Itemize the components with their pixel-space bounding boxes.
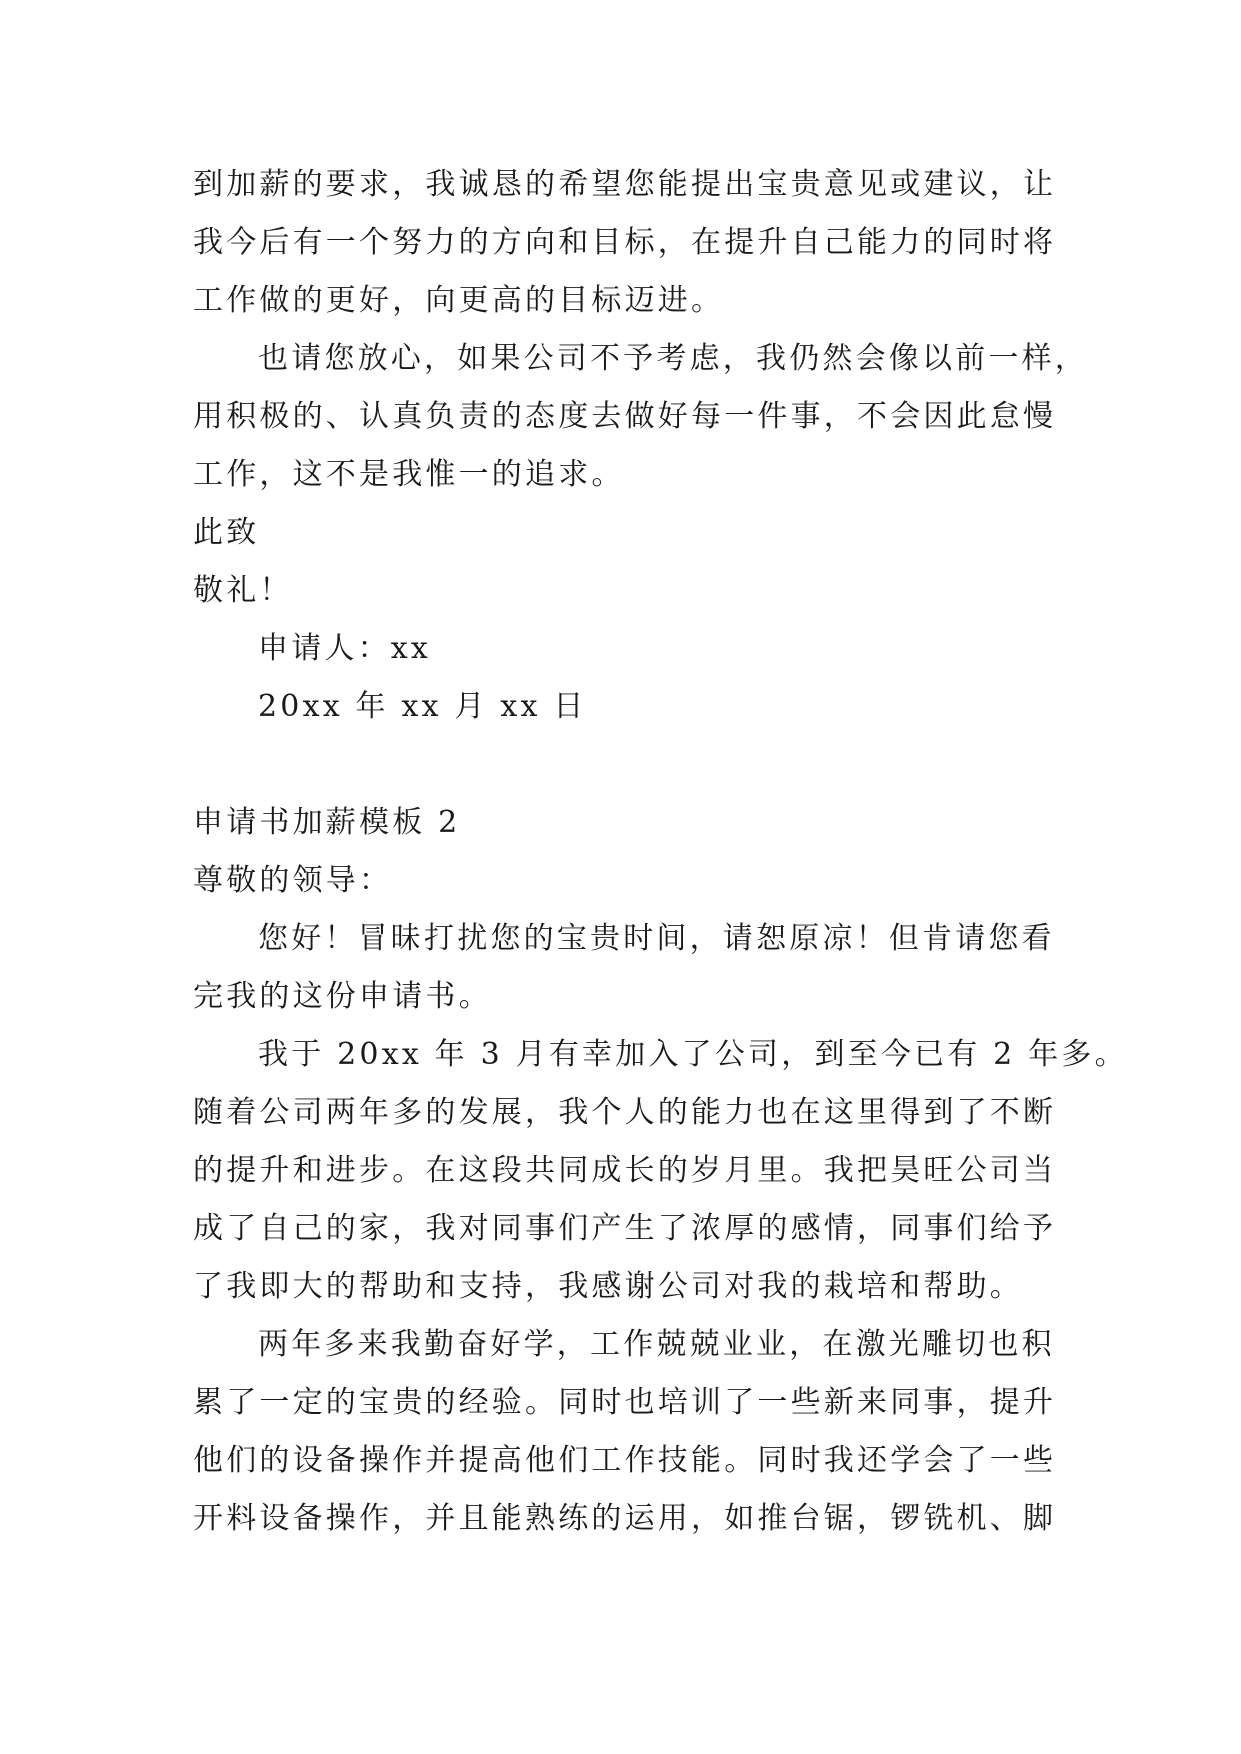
text-line: 您好！冒昧打扰您的宝贵时间，请恕原凉！但肯请您看 — [258, 921, 1055, 956]
salutation-line: 敬礼！ — [193, 573, 293, 608]
text-line: 成了自己的家，我对同事们产生了浓厚的感情，同事们给予 — [193, 1211, 1057, 1246]
text-line: 的提升和进步。在这段共同成长的岁月里。我把昊旺公司当 — [193, 1153, 1057, 1188]
text-line: 两年多来我勤奋好学，工作兢兢业业，在激光雕切也积 — [258, 1327, 1055, 1362]
greeting-line: 尊敬的领导： — [193, 863, 393, 898]
text-line: 完我的这份申请书。 — [193, 979, 492, 1014]
signature-date: 20xx 年 xx 月 xx 日 — [258, 689, 587, 724]
text-line: 我今后有一个努力的方向和目标，在提升自己能力的同时将 — [193, 225, 1057, 260]
text-line: 了我即大的帮助和支持，我感谢公司对我的栽培和帮助。 — [193, 1269, 1023, 1304]
text-line: 开料设备操作，并且能熟练的运用，如推台锯，锣铣机、脚 — [193, 1501, 1057, 1536]
text-line: 我于 20xx 年 3 月有幸加入了公司，到至今已有 2 年多。 — [258, 1037, 1128, 1072]
text-line: 他们的设备操作并提高他们工作技能。同时我还学会了一些 — [193, 1443, 1057, 1478]
text-line: 用积极的、认真负责的态度去做好每一件事，不会因此怠慢 — [193, 399, 1057, 434]
text-line: 也请您放心，如果公司不予考虑，我仍然会像以前一样， — [258, 341, 1088, 376]
text-line: 工作做的更好，向更高的目标迈进。 — [193, 283, 725, 318]
text-line: 随着公司两年多的发展，我个人的能力也在这里得到了不断 — [193, 1095, 1057, 1130]
text-line: 累了一定的宝贵的经验。同时也培训了一些新来同事，提升 — [193, 1385, 1057, 1420]
text-line: 工作，这不是我惟一的追求。 — [193, 457, 625, 492]
text-line: 到加薪的要求，我诚恳的希望您能提出宝贵意见或建议，让 — [193, 167, 1057, 202]
section-title: 申请书加薪模板 2 — [193, 805, 461, 840]
signature-applicant: 申请人：xx — [258, 631, 432, 666]
closing-line: 此致 — [193, 515, 260, 550]
